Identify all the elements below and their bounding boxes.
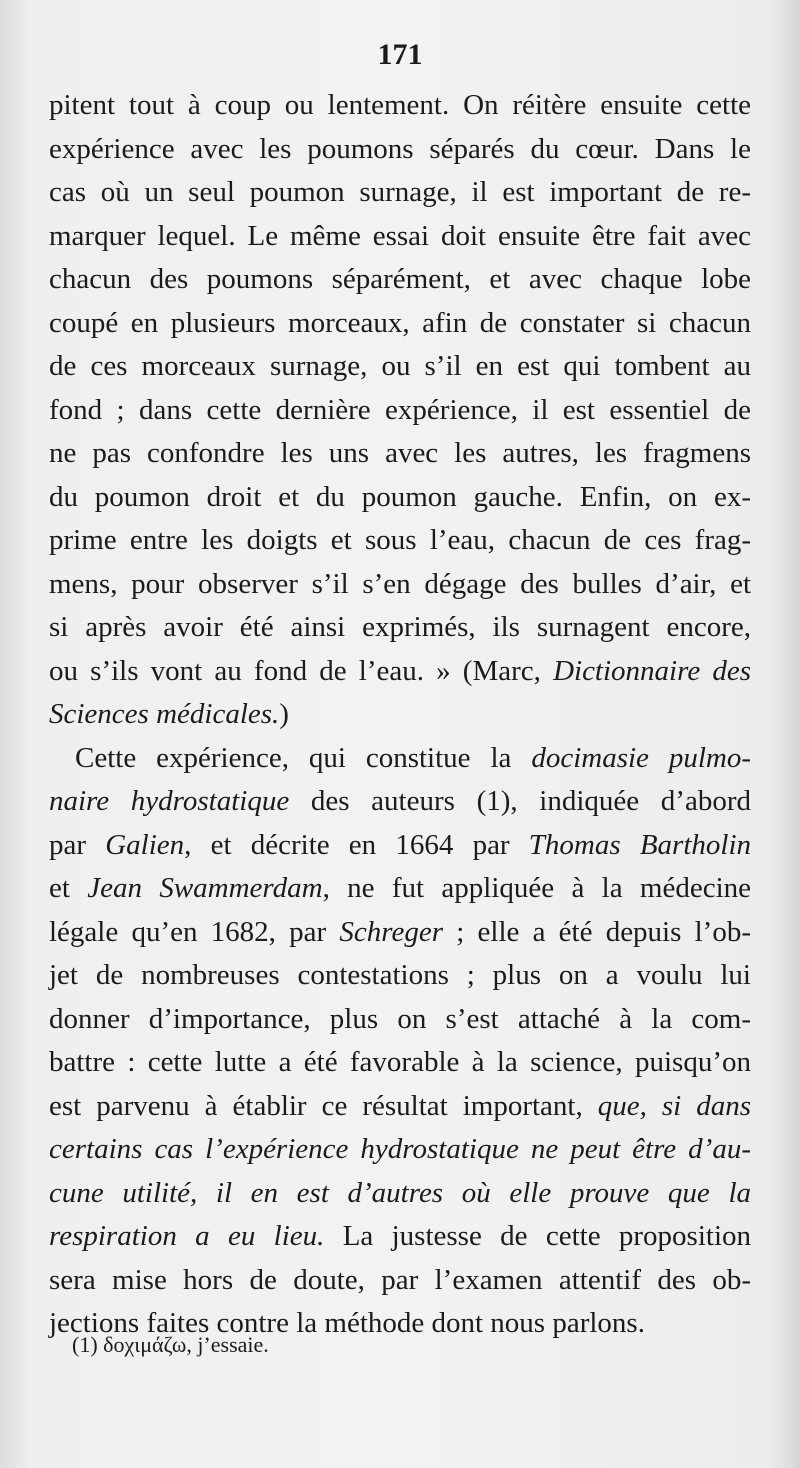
- text-line: [49, 911, 751, 955]
- text-run: cas où un seul poumon surnage, il est important de re-: [49, 176, 751, 208]
- body-text: [49, 84, 751, 1346]
- text-run: jet de nombreuses contestations ; plus on a voulu lui: [49, 959, 751, 991]
- page-number: 171: [377, 38, 423, 71]
- text-run: , ne fut appliquée à la médecine: [322, 872, 752, 904]
- italic-text: certains cas l’expérience hydrostatique ne peut être d’au-: [49, 1133, 751, 1165]
- text-run: expérience avec les poumons séparés du cœur. Dans le: [49, 132, 751, 165]
- text-line: [49, 519, 751, 563]
- text-run: est parvenu à établir ce résultat important,: [49, 1089, 598, 1122]
- text-run: du poumon droit et du poumon gauche. Enfin, on ex-: [49, 480, 751, 513]
- text-run: mens, pour observer s’il s’en dégage des bulles d’air, et: [49, 567, 751, 600]
- text-run: marquer lequel. Le même essai doit ensuite être fait avec: [49, 219, 751, 252]
- text-run: prime entre les doigts et sous l’eau, chacun de ces frag-: [49, 524, 751, 556]
- text-line: [49, 1259, 751, 1303]
- text-run: ; elle a été depuis l’ob-: [443, 915, 751, 948]
- italic-text: Dictionnaire des: [553, 654, 752, 687]
- italic-text: docimasie pulmo-: [531, 741, 751, 774]
- text-run: Cette expérience, qui constitue la: [75, 741, 532, 774]
- text-line: [49, 693, 751, 737]
- text-line: [49, 302, 751, 346]
- text-line: [49, 1128, 751, 1172]
- text-line: [49, 780, 751, 824]
- text-line: [49, 1085, 751, 1129]
- text-line: [49, 1172, 751, 1216]
- text-line: [49, 954, 751, 998]
- text-line: [49, 824, 751, 868]
- text-line: [49, 258, 751, 302]
- text-line: [49, 867, 751, 911]
- text-run: des auteurs (1), indiquée d’abord: [289, 785, 751, 817]
- text-line: [49, 432, 751, 476]
- text-line: [49, 1215, 751, 1259]
- text-run: donner d’importance, plus on s’est attaché à la com-: [49, 1002, 751, 1035]
- footnote: (1) δοχιμάζω, j’essaie.: [72, 1332, 269, 1357]
- text-line: [49, 345, 751, 389]
- text-line: [49, 476, 751, 520]
- text-run: fond ; dans cette dernière expérience, il est essentiel de: [49, 393, 751, 426]
- text-run: ou s’ils vont au fond de l’eau. » (Marc,: [49, 654, 554, 687]
- text-line: [49, 1041, 751, 1085]
- italic-text: Thomas Bartholin: [528, 828, 752, 861]
- text-line: [49, 84, 751, 128]
- text-run: , et décrite en 1664 par: [184, 828, 529, 861]
- text-line: [49, 128, 751, 172]
- paragraph-2: [49, 737, 751, 1346]
- text-run: ne pas confondre les uns avec les autres, les fragmens: [49, 437, 751, 469]
- text-run: ): [279, 698, 289, 730]
- text-run: coupé en plusieurs morceaux, afin de constater si chacun: [49, 306, 751, 339]
- text-run: légale qu’en 1682, par: [49, 915, 340, 948]
- italic-text: respiration a eu lieu.: [49, 1220, 325, 1252]
- italic-text: Jean Swammerdam: [87, 872, 323, 904]
- text-line: [49, 737, 751, 781]
- text-run: jections faites contre la méthode dont nous parlons.: [49, 1307, 645, 1339]
- text-run: par: [49, 828, 106, 861]
- italic-text: Sciences médicales.: [49, 698, 280, 730]
- text-line: [49, 215, 751, 259]
- text-run: pitent tout à coup ou lentement. On réitère ensuite cette: [49, 89, 751, 121]
- italic-text: Galien: [105, 828, 185, 861]
- text-run: si après avoir été ainsi exprimés, ils surnagent encore,: [49, 611, 751, 643]
- text-line: [49, 606, 751, 650]
- text-line: [49, 563, 751, 607]
- paragraph-1: [49, 84, 751, 737]
- italic-text: que, si dans: [597, 1089, 752, 1122]
- text-run: chacun des poumons séparément, et avec chaque lobe: [49, 263, 751, 295]
- text-run: La justesse de cette proposition: [324, 1220, 751, 1252]
- text-run: sera mise hors de doute, par l’examen attentif des ob-: [49, 1263, 751, 1296]
- text-run: de ces morceaux surnage, ou s’il en est qui tombent au: [49, 350, 751, 382]
- text-line: [49, 998, 751, 1042]
- italic-text: Schreger: [339, 915, 444, 948]
- text-line: [49, 389, 751, 433]
- text-run: et: [49, 872, 88, 904]
- text-line: [49, 171, 751, 215]
- text-line: [49, 650, 751, 694]
- text-run: battre : cette lutte a été favorable à la science, puisqu’on: [49, 1046, 751, 1078]
- italic-text: cune utilité, il en est d’autres où elle prouve que la: [49, 1176, 751, 1209]
- italic-text: naire hydrostatique: [49, 785, 290, 817]
